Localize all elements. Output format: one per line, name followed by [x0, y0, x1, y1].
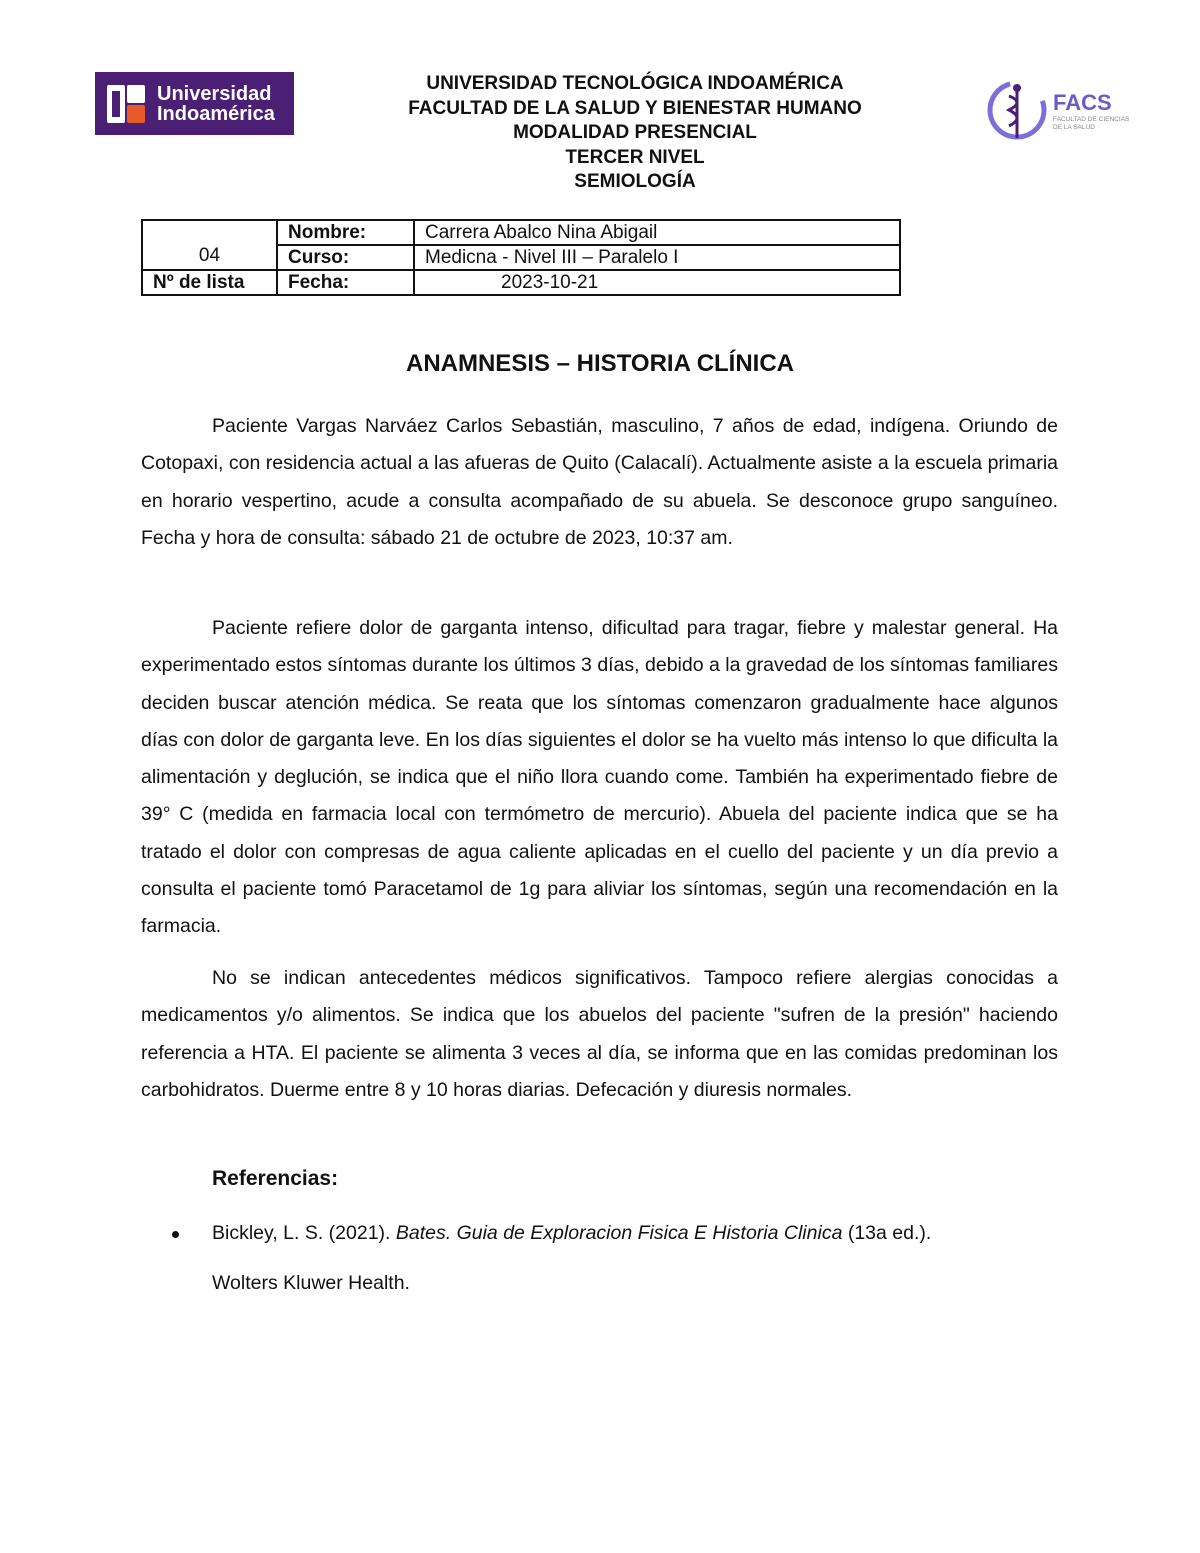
paragraph-1: Paciente Vargas Narváez Carlos Sebastián, masculino, 7 años de edad, indígena. Oriundo de Cotopaxi, con residencia actual a las afueras de Quito (Calacalí). Actualmente asiste a la escuela primaria en horario vespertino, acude a consulta acompañado de su abuela. Se desconoce grupo sanguíneo. Fecha y hora de consulta: sábado 21 de octubre de 2023, 10:37 am.	[141, 415, 1058, 549]
logo-word-1: Universidad	[157, 82, 272, 105]
student-info-table	[141, 219, 901, 296]
reference-publisher: Wolters Kluwer Health.	[212, 1272, 410, 1294]
subject: SEMIOLOGÍA	[574, 171, 696, 192]
level: TERCER NIVEL	[565, 146, 705, 168]
date-label: Fecha:	[277, 270, 414, 295]
paragraph-2-block	[141, 610, 1058, 946]
course-label: Curso:	[277, 245, 414, 270]
bullet-icon	[172, 1231, 179, 1238]
references-heading: Referencias:	[212, 1167, 339, 1190]
course-value: Medicna - Nivel III – Paralelo I	[414, 245, 900, 270]
university-name: UNIVERSIDAD TECNOLÓGICA INDOAMÉRICA	[426, 73, 844, 94]
universidad-indoamerica-logo	[95, 72, 294, 135]
paragraph-1-block	[141, 408, 1058, 557]
paragraph-2: Paciente refiere dolor de garganta intenso, dificultad para tragar, fiebre y malestar general. Ha experimentado estos síntomas durante los últimos 3 días, debido a la gravedad de los síntomas familiares deciden buscar atención médica. Se reata que los síntomas comenzaron gradualmente hace algunos días con dolor de garganta leve. En los días siguientes el dolor se ha vuelto más intenso lo que dificulta la alimentación y deglución, se indica que el niño llora cuando come. También ha experimentado fiebre de 39° C (medida en farmacia local con termómetro de mercurio). Abuela del paciente indica que se ha tratado el dolor con compresas de agua caliente aplicadas en el cuello del paciente y un día previo a consulta el paciente tomó Paracetamol de 1g para aliviar los síntomas, según una recomendación en la farmacia.	[141, 617, 1058, 938]
facs-subtext: FACULTAD DE CIENCIAS DE LA SALUD	[1053, 116, 1130, 131]
logo-word-2: Indoamérica	[157, 102, 275, 125]
reference-suffix: (13a ed.).	[842, 1222, 932, 1244]
paragraph-3-block	[141, 960, 1058, 1109]
facs-logo	[985, 78, 1135, 142]
reference-prefix: Bickley, L. S. (2021).	[212, 1222, 396, 1244]
document-title: ANAMNESIS – HISTORIA CLÍNICA	[405, 350, 795, 377]
facs-wordmark: FACS	[1053, 90, 1112, 115]
name-label: Nombre:	[277, 220, 414, 245]
list-number: 04	[142, 220, 277, 270]
modality: MODALIDAD PRESENCIAL	[513, 122, 757, 143]
name-value: Carrera Abalco Nina Abigail	[414, 220, 900, 245]
reference-title: Bates. Guia de Exploracion Fisica E Historia Clinica	[395, 1222, 843, 1244]
faculty-name: FACULTAD DE LA SALUD Y BIENESTAR HUMANO	[408, 97, 862, 119]
document-header	[300, 72, 970, 195]
indoamerica-emblem-icon	[107, 85, 145, 123]
date-value: 2023-10-21	[414, 270, 900, 295]
reference-item	[212, 1222, 931, 1245]
paragraph-3: No se indican antecedentes médicos significativos. Tampoco refiere alergias conocidas a medicamentos y/o alimentos. Se indica que los abuelos del paciente "sufren de la presión" haciendo referencia a HTA. El paciente se alimenta 3 veces al día, se informa que en las comidas predominan los carbohidratos. Duerme entre 8 y 10 horas diarias. Defecación y diuresis normales.	[141, 967, 1058, 1101]
list-label: Nº de lista	[142, 270, 277, 295]
